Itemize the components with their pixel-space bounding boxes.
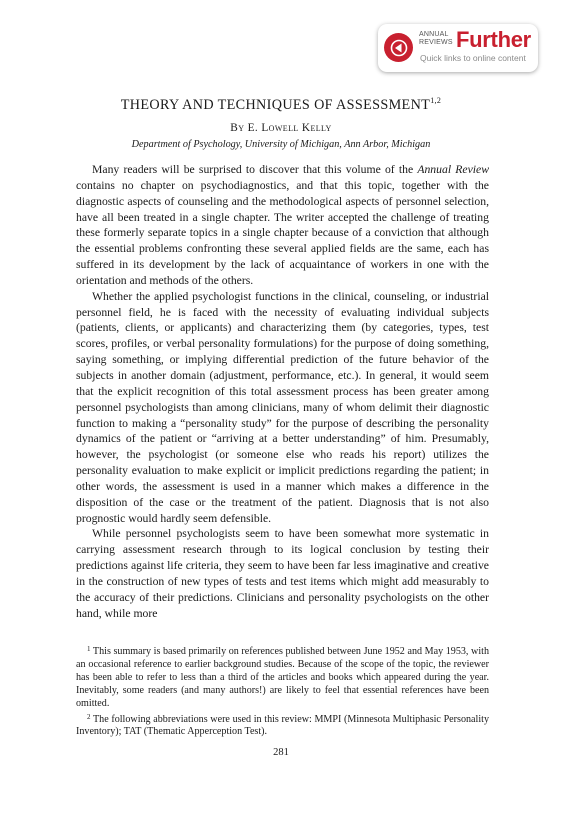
body-paragraph-2: Whether the applied psychologist functions in the clinical, counseling, or industrial personnel field, he is faced with the necessity of evaluating individual subjects (patients, clients, or applicants) and characterizing them (by categories, types, test scores, profiles, or verbal personality formulations) for the purpose of doing something, saying something, or implying differential prediction of the future behavior of the subjects in another domain (adjustment, performance, etc.). In general, it would seem that the explicit recognition of this total assessment process has been greater among personnel psychologists than among clinicians, many of whom delimit their diagnostic function to making a “personality study” for the purpose of describing the personality dynamics of the patient or “arriving at a better understanding” of him. Presumably, however, the psychologist (or someone else who reads his report) utilizes the personality evaluation to make explicit or implicit predictions regarding the patient; in other words, the assessment is used in a manner which makes a difference in the disposition of the case or the treatment of the patient. Diagnosis that is not also prognostic would hardly seem defensible.	[76, 289, 489, 525]
footnote-2-mark: 2	[87, 712, 91, 721]
annual-reviews-logo-text	[419, 31, 453, 47]
body-paragraph-1	[76, 162, 489, 289]
footnotes	[76, 643, 489, 739]
article-body	[76, 162, 489, 621]
article-title	[0, 96, 562, 114]
further-badge[interactable]	[378, 24, 538, 72]
badge-reviews: REVIEWS	[419, 39, 453, 46]
title-footnote-marks[interactable]: 1,2	[430, 96, 442, 105]
article-title-text: THEORY AND TECHNIQUES OF ASSESSMENT	[120, 97, 431, 113]
body-paragraph-3: While personnel psychologists seem to have been somewhat more systematic in carrying assessment research through to its logical conclusion by testing their predictions against life criteria, they seem to have been far less imaginative and creative in the construction of new types of tests and test items which might add measurably to the accuracy of their predictions. Clinicians and personality psychologists on the other hand, while more	[76, 527, 489, 620]
author-affiliation: Department of Psychology, University of Michigan, Ann Arbor, Michigan	[131, 139, 431, 150]
badge-annual: ANNUAL	[419, 31, 449, 38]
badge-tagline: Quick links to online content	[420, 53, 526, 63]
page-number: 281	[273, 747, 289, 758]
journal-name: Annual Review	[417, 163, 489, 176]
footnote-1	[76, 643, 489, 711]
footnote-1-mark: 1	[87, 645, 91, 653]
para1-text: Many readers will be surprised to discover that this volume of the Annual Review contains no chapter on psychodiagnostics, and that this topic, together with the diagnostic aspects of counseling and the methodological aspects of personnel selection, have all been treated in a single chapter. The writer accepted the challenge of treating these formerly separate topics in a single chapter because of a conviction that although the essential problems confronting these several applied fields are the same, each has suffered in its development by the lack of acquaintance of workers in one with the orientation and methods of the others.	[76, 163, 489, 287]
author-byline: By E. Lowell Kelly	[230, 122, 332, 134]
badge-further: Further	[456, 27, 531, 52]
play-back-icon	[384, 33, 413, 62]
footnote-2	[76, 711, 489, 740]
footnote-2-text: The following abbreviations were used in this review: MMPI (Minnesota Multiphasic Personality Inventory); TAT (Thematic Apperception Test).	[76, 713, 489, 738]
footnote-1-text: This summary is based primarily on references published between June 1952 and May 1953, with an occasional reference to earlier background studies. Because of the scope of the topic, the reviewer has been able to refer to less than a third of the articles and books which appeared during the year. Inevitably, some readers (and many authors!) are likely to feel that essential references have been omitted.	[76, 646, 489, 709]
